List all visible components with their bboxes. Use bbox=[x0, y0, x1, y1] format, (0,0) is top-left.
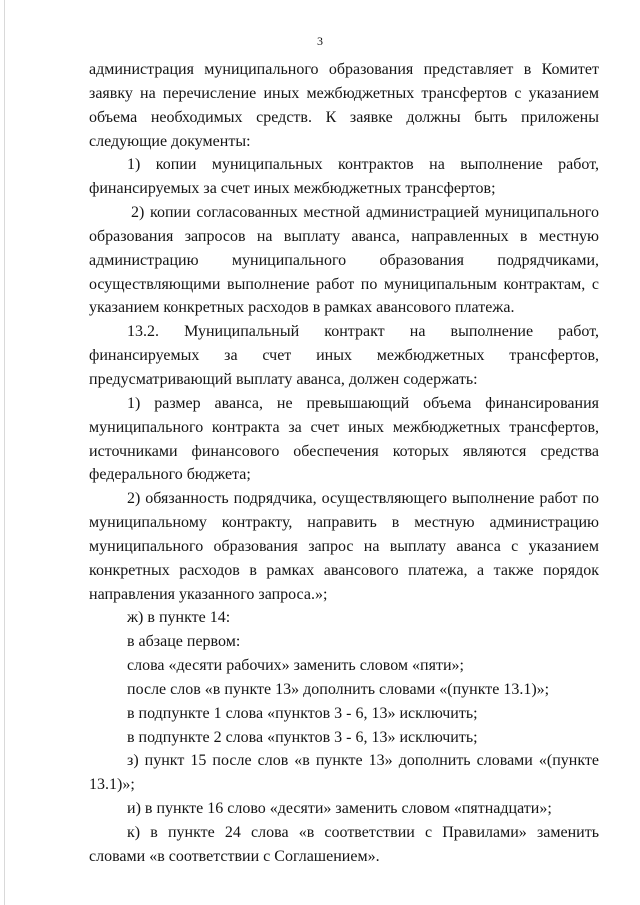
paragraph-posle: после слов «в пункте 13» дополнить словами «(пункте 13.1)»; bbox=[127, 680, 550, 698]
paragraph-i: и) в пункте 16 слово «десяти» заменить словом «пятнадцати»; bbox=[127, 800, 552, 818]
paragraph-item-1: 1) копии муниципальных контрактов на выполнение работ, финансируемых за счет иных межбюджетных трансфертов; bbox=[89, 156, 599, 198]
paragraph-13-2-item-1: 1) размер аванса, не превышающий объема финансирования муниципального контракта за счет иных межбюджетных трансфертов, источниками финансового обеспечения которых являются средства федерального бюджета; bbox=[89, 394, 599, 484]
paragraph-k: к) в пункте 24 слова «в соответствии с Правилами» заменить словами «в соответствии с Соглашением». bbox=[89, 824, 599, 865]
paragraph-13-2: 13.2. Муниципальный контракт на выполнение работ, финансируемых за счет иных межбюджетных трансфертов, предусматривающий выплату аванса, должен содержать: bbox=[89, 323, 599, 388]
page-number: 3 bbox=[317, 34, 323, 48]
paragraph-podpunkt-2: в подпункте 2 слова «пунктов 3 - 6, 13» исключить; bbox=[127, 728, 478, 746]
paragraph-item-2: 2) копии согласованных местной администрацией муниципального образования запросов на выплату аванса, направленных в местную администрацию муниципального образования подрядчиками, осуществляющими выполнение работ по муниципальным контрактам, с указанием конкретных расходов в рамках авансового платежа. bbox=[89, 204, 599, 317]
paragraph-zh: ж) в пункте 14: bbox=[127, 609, 231, 627]
document-body bbox=[89, 58, 599, 869]
paragraph-13-2-item-2: 2) обязанность подрядчика, осуществляющего выполнение работ по муниципальному контракту, направить в местную администрацию муниципального образования запрос на выплату аванса с указанием конкретных расходов в рамках авансового платежа, а также порядок направления указанного запроса.»; bbox=[89, 490, 599, 603]
paragraph-podpunkt-1: в подпункте 1 слова «пунктов 3 - 6, 13» исключить; bbox=[127, 704, 478, 722]
scan-edge bbox=[4, 0, 5, 905]
paragraph-intro: администрация муниципального образования представляет в Комитет заявку на перечисление иных межбюджетных трансфертов с указанием объема необходимых средств. К заявке должны быть приложены следующие документы: bbox=[89, 61, 599, 150]
paragraph-z: з) пункт 15 после слов «в пункте 13» дополнить словами «(пункте 13.1)»; bbox=[89, 752, 599, 794]
paragraph-abzac: в абзаце первом: bbox=[127, 633, 241, 651]
paragraph-slova: слова «десяти рабочих» заменить словом «пяти»; bbox=[127, 657, 464, 675]
